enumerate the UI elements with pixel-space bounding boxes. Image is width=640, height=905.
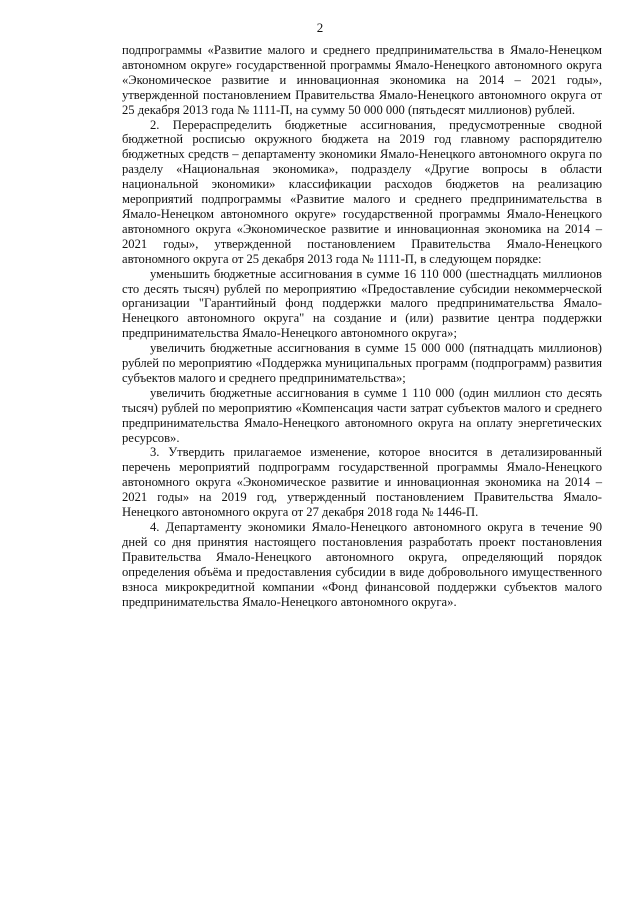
paragraph-item-2: 2. Перераспределить бюджетные ассигнования, предусмотренные сводной бюджетной росписью окружного бюджета на 2019 год главному распорядителю бюджетных средств – департаменту экономики Ямало-Ненецкого автономного округа по разделу «Национальная экономика», подразделу «Другие вопросы в области национальной экономики» классификации расходов бюджетов на реализацию мероприятий подпрограммы «Развитие малого и среднего предпринимательства в Ямало-Ненецком автономного округе» государственной программы Ямало-Ненецкого автономного округа «Экономическое развитие и инновационная экономика на 2014 – 2021 годы», утвержденной постановлением Правительства Ямало-Ненецкого автономного округа от 25 декабря 2013 года № 1111-П, в следующем порядке: (122, 117, 602, 266)
paragraph-item-4: 4. Департаменту экономики Ямало-Ненецкого автономного округа в течение 90 дней со дня принятия настоящего постановления разработать проект постановления Правительства Ямало-Ненецкого автономного округа, определяющий порядок определения объёма и предоставления субсидии в виде добровольного имущественного взноса микрокредитной компании «Фонд финансовой поддержки субъектов малого предпринимательства Ямало-Ненецкого автономного округа». (122, 520, 602, 609)
paragraph-decrease-allocation: уменьшить бюджетные ассигнования в сумме 16 110 000 (шестнадцать миллионов сто десять тысяч) рублей по мероприятию «Предоставление субсидии некоммерческой организации "Гарантийный фонд поддержки малого предпринимательства Ямало-Ненецкого автономного округа" на создание и (или) развитие центра поддержки предпринимательства Ямало-Ненецкого автономного округа»; (122, 266, 602, 341)
paragraph-continuation: подпрограммы «Развитие малого и среднего предпринимательства в Ямало-Ненецком автономном округе» государственной программы Ямало-Ненецкого автономного округа «Экономическое развитие и инновационная экономика на 2014 – 2021 годы», утвержденной постановлением Правительства Ямало-Ненецкого автономного округа от 25 декабря 2013 года № 1111-П, на сумму 50 000 000 (пятьдесят миллионов) рублей. (122, 43, 602, 117)
paragraph-increase-allocation-municipal: увеличить бюджетные ассигнования в сумме 15 000 000 (пятнадцать миллионов) рублей по мероприятию «Поддержка муниципальных программ (подпрограмм) развития субъектов малого и среднего предпринимательства»; (122, 341, 602, 385)
document-body (122, 43, 602, 609)
paragraph-item-3: 3. Утвердить прилагаемое изменение, которое вносится в детализированный перечень мероприятий подпрограмм государственной программы Ямало-Ненецкого автономного округа «Экономическое развитие и инновационная экономика на 2014 – 2021 годы» на 2019 год, утвержденный постановлением Правительства Ямало-Ненецкого автономного округа от 27 декабря 2018 года № 1446-П. (122, 445, 602, 520)
page-number: 2 (316, 20, 324, 35)
paragraph-increase-allocation-energy: увеличить бюджетные ассигнования в сумме 1 110 000 (один миллион сто десять тысяч) рублей по мероприятию «Компенсация части затрат субъектов малого и среднего предпринимательства Ямало-Ненецкого автономного округа на оплату энергетических ресурсов». (122, 385, 602, 445)
